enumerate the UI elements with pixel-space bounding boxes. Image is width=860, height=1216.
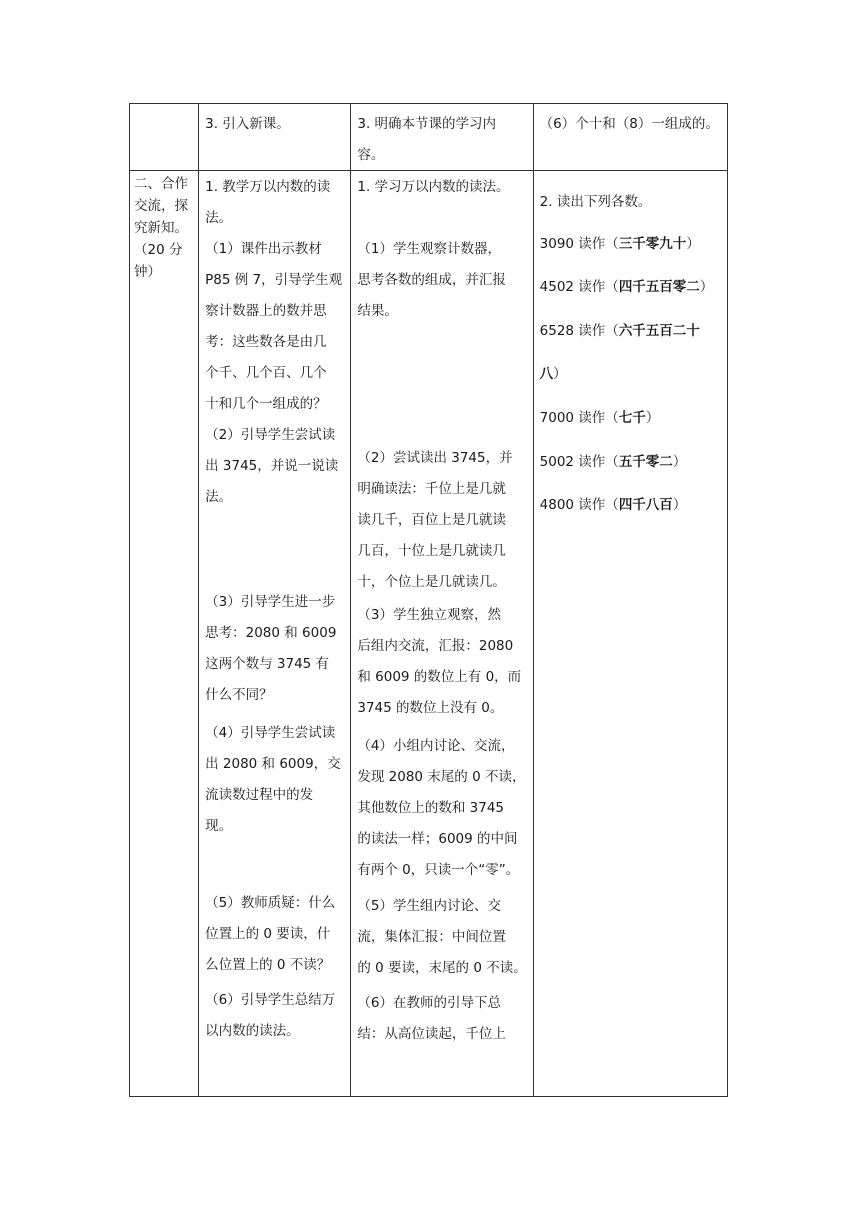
table-row <box>130 171 728 1097</box>
text-line: （2）尝试读出 3745，并 <box>357 450 513 466</box>
text-line: 流，集体汇报：中间位置 <box>357 929 506 945</box>
lesson-plan-table <box>129 103 728 1097</box>
bracket-close: ） <box>672 497 687 513</box>
item-number: 7000 读作（ <box>539 410 619 426</box>
text-line: 3745 的数位上没有 0。 <box>357 700 504 716</box>
text-line: 1. 学习万以内数的读法。 <box>357 179 510 195</box>
text-line: （5）学生组内讨论、交 <box>357 898 501 914</box>
exercise-cell <box>533 171 727 1097</box>
reading-item <box>540 320 700 342</box>
answer-text: 六千五百二十 <box>618 323 700 339</box>
text-line: 这两个数与 3745 有 <box>205 656 330 672</box>
text-line: 和 6009 的数位上有 0，而 <box>357 669 522 685</box>
answer-text: 八 <box>539 366 554 382</box>
text-line: 的 0 要读，末尾的 0 不读。 <box>357 960 527 976</box>
table-row <box>130 104 728 171</box>
text-line: 明确读法：千位上是几就 <box>357 481 506 497</box>
text-line: 3. 明确本节课的学习内 <box>357 116 497 132</box>
text-line: 以内数的读法。 <box>205 1023 300 1039</box>
item-number: 6528 读作（ <box>539 323 619 339</box>
text-line: 察计数器上的数并思 <box>205 303 327 319</box>
text-line: 十和几个一组成的？ <box>205 396 327 412</box>
text-line: 法。 <box>205 489 233 505</box>
text-line: 考：这些数各是由几 <box>205 334 327 350</box>
text-line: 的读法一样；6009 的中间 <box>357 831 518 847</box>
bracket-close: ） <box>699 279 714 295</box>
stage-cell <box>130 171 199 1097</box>
bracket-close: ） <box>672 454 687 470</box>
student-activity-cell <box>351 171 533 1097</box>
text-line: （3）引导学生进一步 <box>205 594 336 610</box>
text-line: （3）学生独立观察，然 <box>357 607 501 623</box>
text-line: 后组内交流，汇报：2080 <box>357 638 514 654</box>
text-line: （1）课件出示教材 <box>205 241 322 257</box>
text-line: 究新知。 <box>134 220 188 236</box>
text-line: 法。 <box>205 210 233 226</box>
reading-item <box>540 363 567 385</box>
text-line: 现。 <box>205 818 233 834</box>
text-line: （2）引导学生尝试读 <box>205 427 336 443</box>
text-line: 几百，十位上是几就读几 <box>357 543 506 559</box>
text-line: （6）个十和（8）一组成的。 <box>539 116 719 132</box>
text-line: 结：从高位读起，千位上 <box>357 1026 506 1042</box>
text-line: 读几千，百位上是几就读 <box>357 512 506 528</box>
text-line: 钟） <box>134 264 161 280</box>
text-line: （5）教师质疑：什么 <box>205 895 336 911</box>
bracket-close: ） <box>645 410 660 426</box>
reading-item <box>540 407 660 429</box>
answer-text: 四千八百 <box>618 497 673 513</box>
text-line: 出 3745，并说一说读 <box>205 458 339 474</box>
answer-text: 四千五百零二 <box>618 279 700 295</box>
text-line: P85 例 7，引导学生观 <box>205 272 343 288</box>
text-line: 个千、几个百、几个 <box>205 365 327 381</box>
answer-text: 三千零九十 <box>618 236 687 252</box>
bracket-close: ） <box>553 366 567 382</box>
exercise-title: 2. 读出下列各数。 <box>539 194 652 210</box>
teacher-activity-cell <box>199 104 351 171</box>
text-line: （4）引导学生尝试读 <box>205 725 336 741</box>
text-line: （20 分 <box>134 242 183 258</box>
text-line: 交流，探 <box>134 198 188 214</box>
text-line: 1. 教学万以内数的读 <box>205 179 331 195</box>
item-number: 4800 读作（ <box>539 497 619 513</box>
reading-item <box>540 276 714 298</box>
text-line: 思考各数的组成，并汇报 <box>357 272 506 288</box>
text-line: 有两个 0，只读一个“零”。 <box>357 862 520 878</box>
text-line: 结果。 <box>357 303 398 319</box>
answer-text: 七千 <box>618 410 646 426</box>
text-line: 十，个位上是几就读几。 <box>357 574 506 590</box>
reading-item <box>540 451 687 473</box>
text-line: 流读数过程中的发 <box>205 787 314 803</box>
item-number: 3090 读作（ <box>539 236 619 252</box>
text-line: （4）小组内讨论、交流， <box>357 738 515 754</box>
text-line: （6）引导学生总结万 <box>205 992 336 1008</box>
text-line: 其他数位上的数和 3745 <box>357 800 505 816</box>
reading-item <box>540 494 687 516</box>
teacher-activity-cell <box>199 171 351 1097</box>
reading-item <box>540 233 700 255</box>
text-line: 二、合作 <box>134 176 188 192</box>
exercise-cell <box>533 104 727 171</box>
text-line: 容。 <box>357 147 385 163</box>
student-activity-cell <box>351 104 533 171</box>
answer-text: 五千零二 <box>618 454 673 470</box>
stage-cell <box>130 104 199 171</box>
text-line: 思考：2080 和 6009 <box>205 625 337 641</box>
text-line: 位置上的 0 要读，什 <box>205 926 331 942</box>
item-number: 5002 读作（ <box>539 454 619 470</box>
text-line: 什么不同？ <box>205 687 273 703</box>
text-line: （6）在教师的引导下总 <box>357 995 501 1011</box>
text-line: 出 2080 和 6009，交 <box>205 756 341 772</box>
text-line: 3. 引入新课。 <box>205 116 290 132</box>
item-number: 4502 读作（ <box>539 279 619 295</box>
text-line: （1）学生观察计数器， <box>357 241 501 257</box>
text-line: 么位置上的 0 不读？ <box>205 957 331 973</box>
bracket-close: ） <box>686 236 700 252</box>
text-line: 发现 2080 末尾的 0 不读， <box>357 769 526 785</box>
